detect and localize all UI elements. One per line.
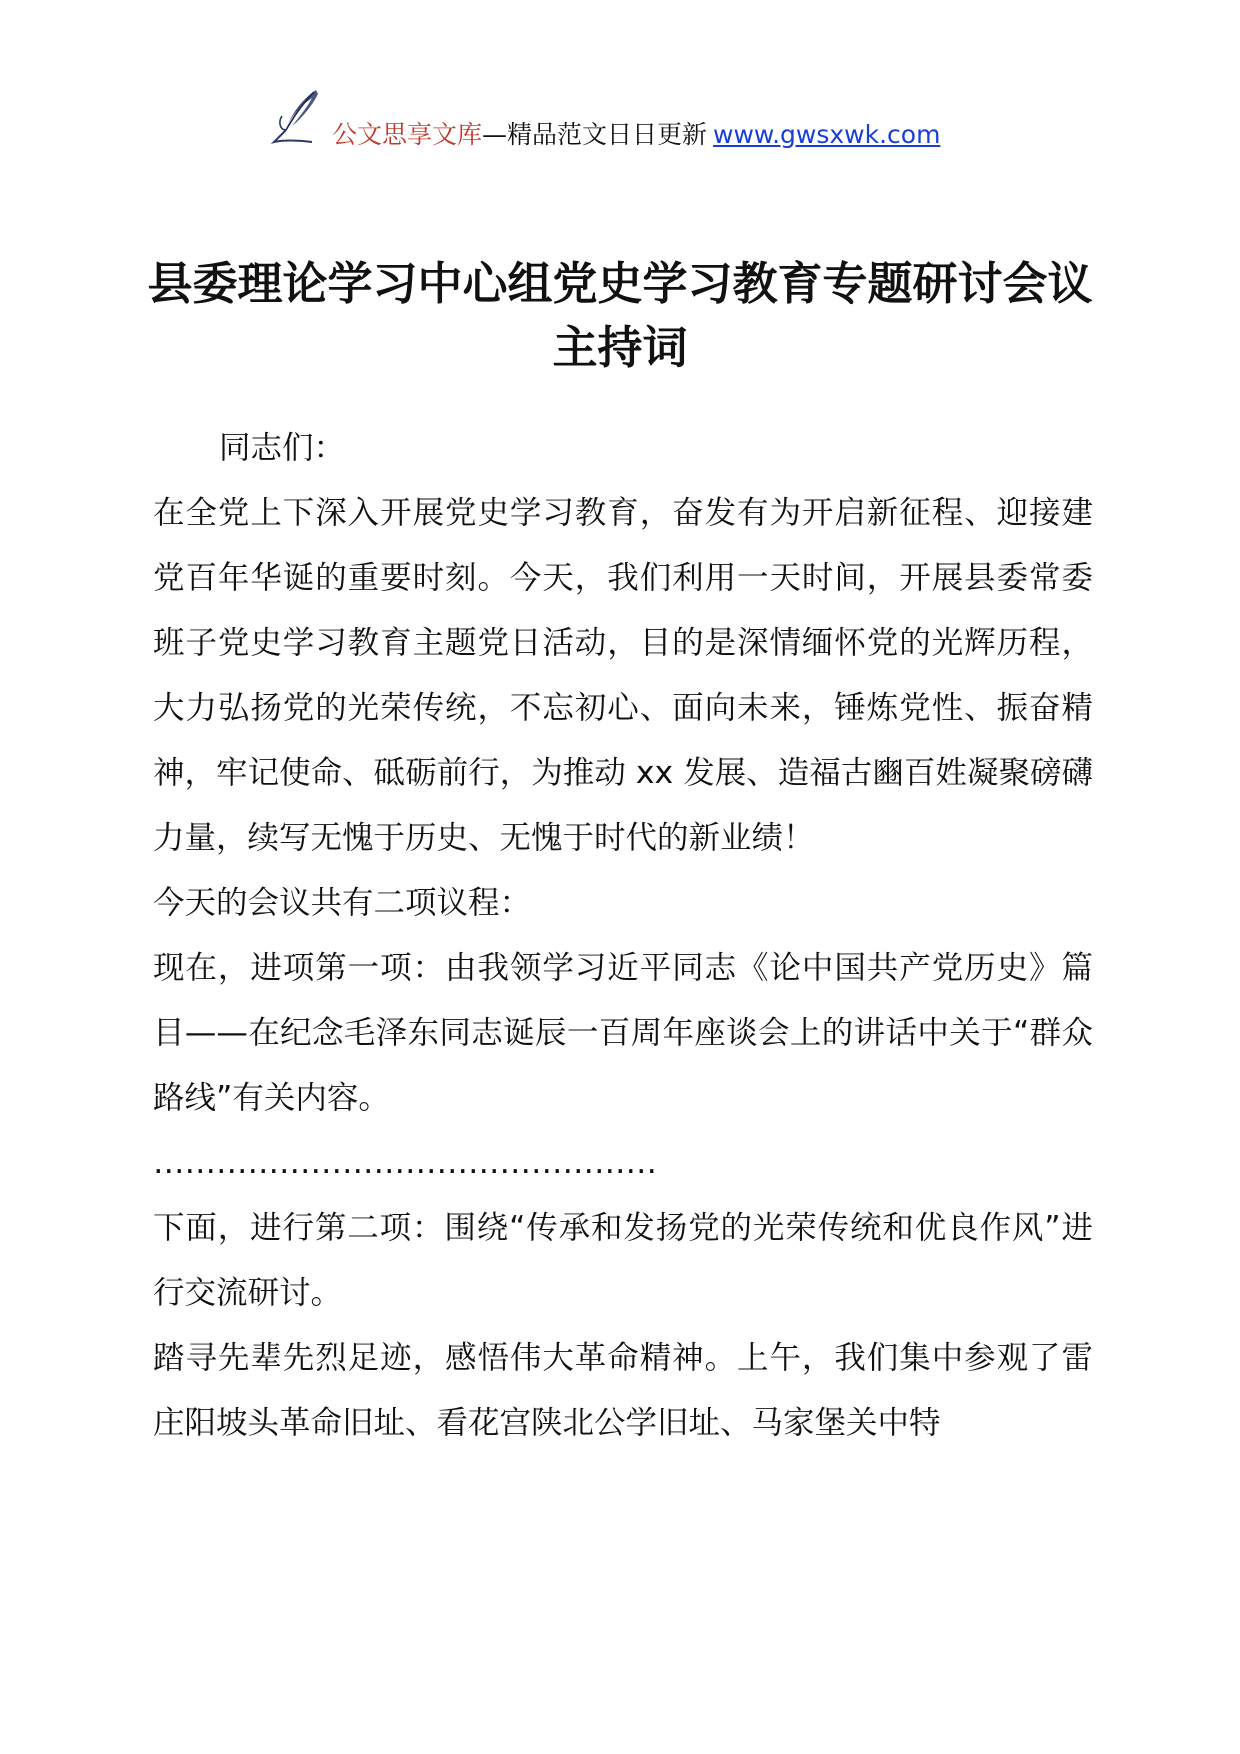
ellipsis-separator: …………………………………………	[153, 1145, 657, 1181]
brand-name: 公文思享文库	[332, 120, 483, 149]
body-paragraph: 今天的会议共有二项议程：	[153, 885, 532, 921]
tagline: —精品范文日日更新	[482, 120, 708, 149]
document-title: 县委理论学习中心组党史学习教育专题研讨会议主持词	[147, 257, 1093, 374]
body-paragraph: 踏寻先辈先烈足迹，感悟伟大革命精神。上午，我们集中参观了雷庄阳坡头革命旧址、看花宫陕北公学旧址、马家堡关中特	[153, 1340, 1093, 1441]
body-paragraph: 在全党上下深入开展党史学习教育，奋发有为开启新征程、迎接建党百年华诞的重要时刻。今天，我们利用一天时间，开展县委常委班子党史学习教育主题党日活动，目的是深情缅怀党的光辉历程，大力弘扬党的光荣传统，不忘初心、面向未来，锤炼党性、振奋精神，牢记使命、砥砺前行，为推动 xx 发展、造福古豳百姓凝聚磅礴力量，续写无愧于历史、无愧于时代的新业绩！	[153, 495, 1093, 856]
body-paragraph: 下面，进行第二项：围绕“传承和发扬党的光荣传统和优良作风”进行交流研讨。	[153, 1210, 1093, 1311]
site-url-link[interactable]: www.gwsxwk.com	[713, 120, 941, 149]
body-paragraph: 现在，进项第一项：由我领学习近平同志《论中国共产党历史》篇目——在纪念毛泽东同志诞辰一百周年座谈会上的讲话中关于“群众路线”有关内容。	[153, 950, 1093, 1116]
salutation: 同志们：	[219, 430, 346, 466]
quill-pen-icon	[268, 86, 330, 148]
page-header	[0, 86, 1240, 156]
document-body	[153, 416, 1093, 1456]
header-banner	[332, 120, 940, 150]
